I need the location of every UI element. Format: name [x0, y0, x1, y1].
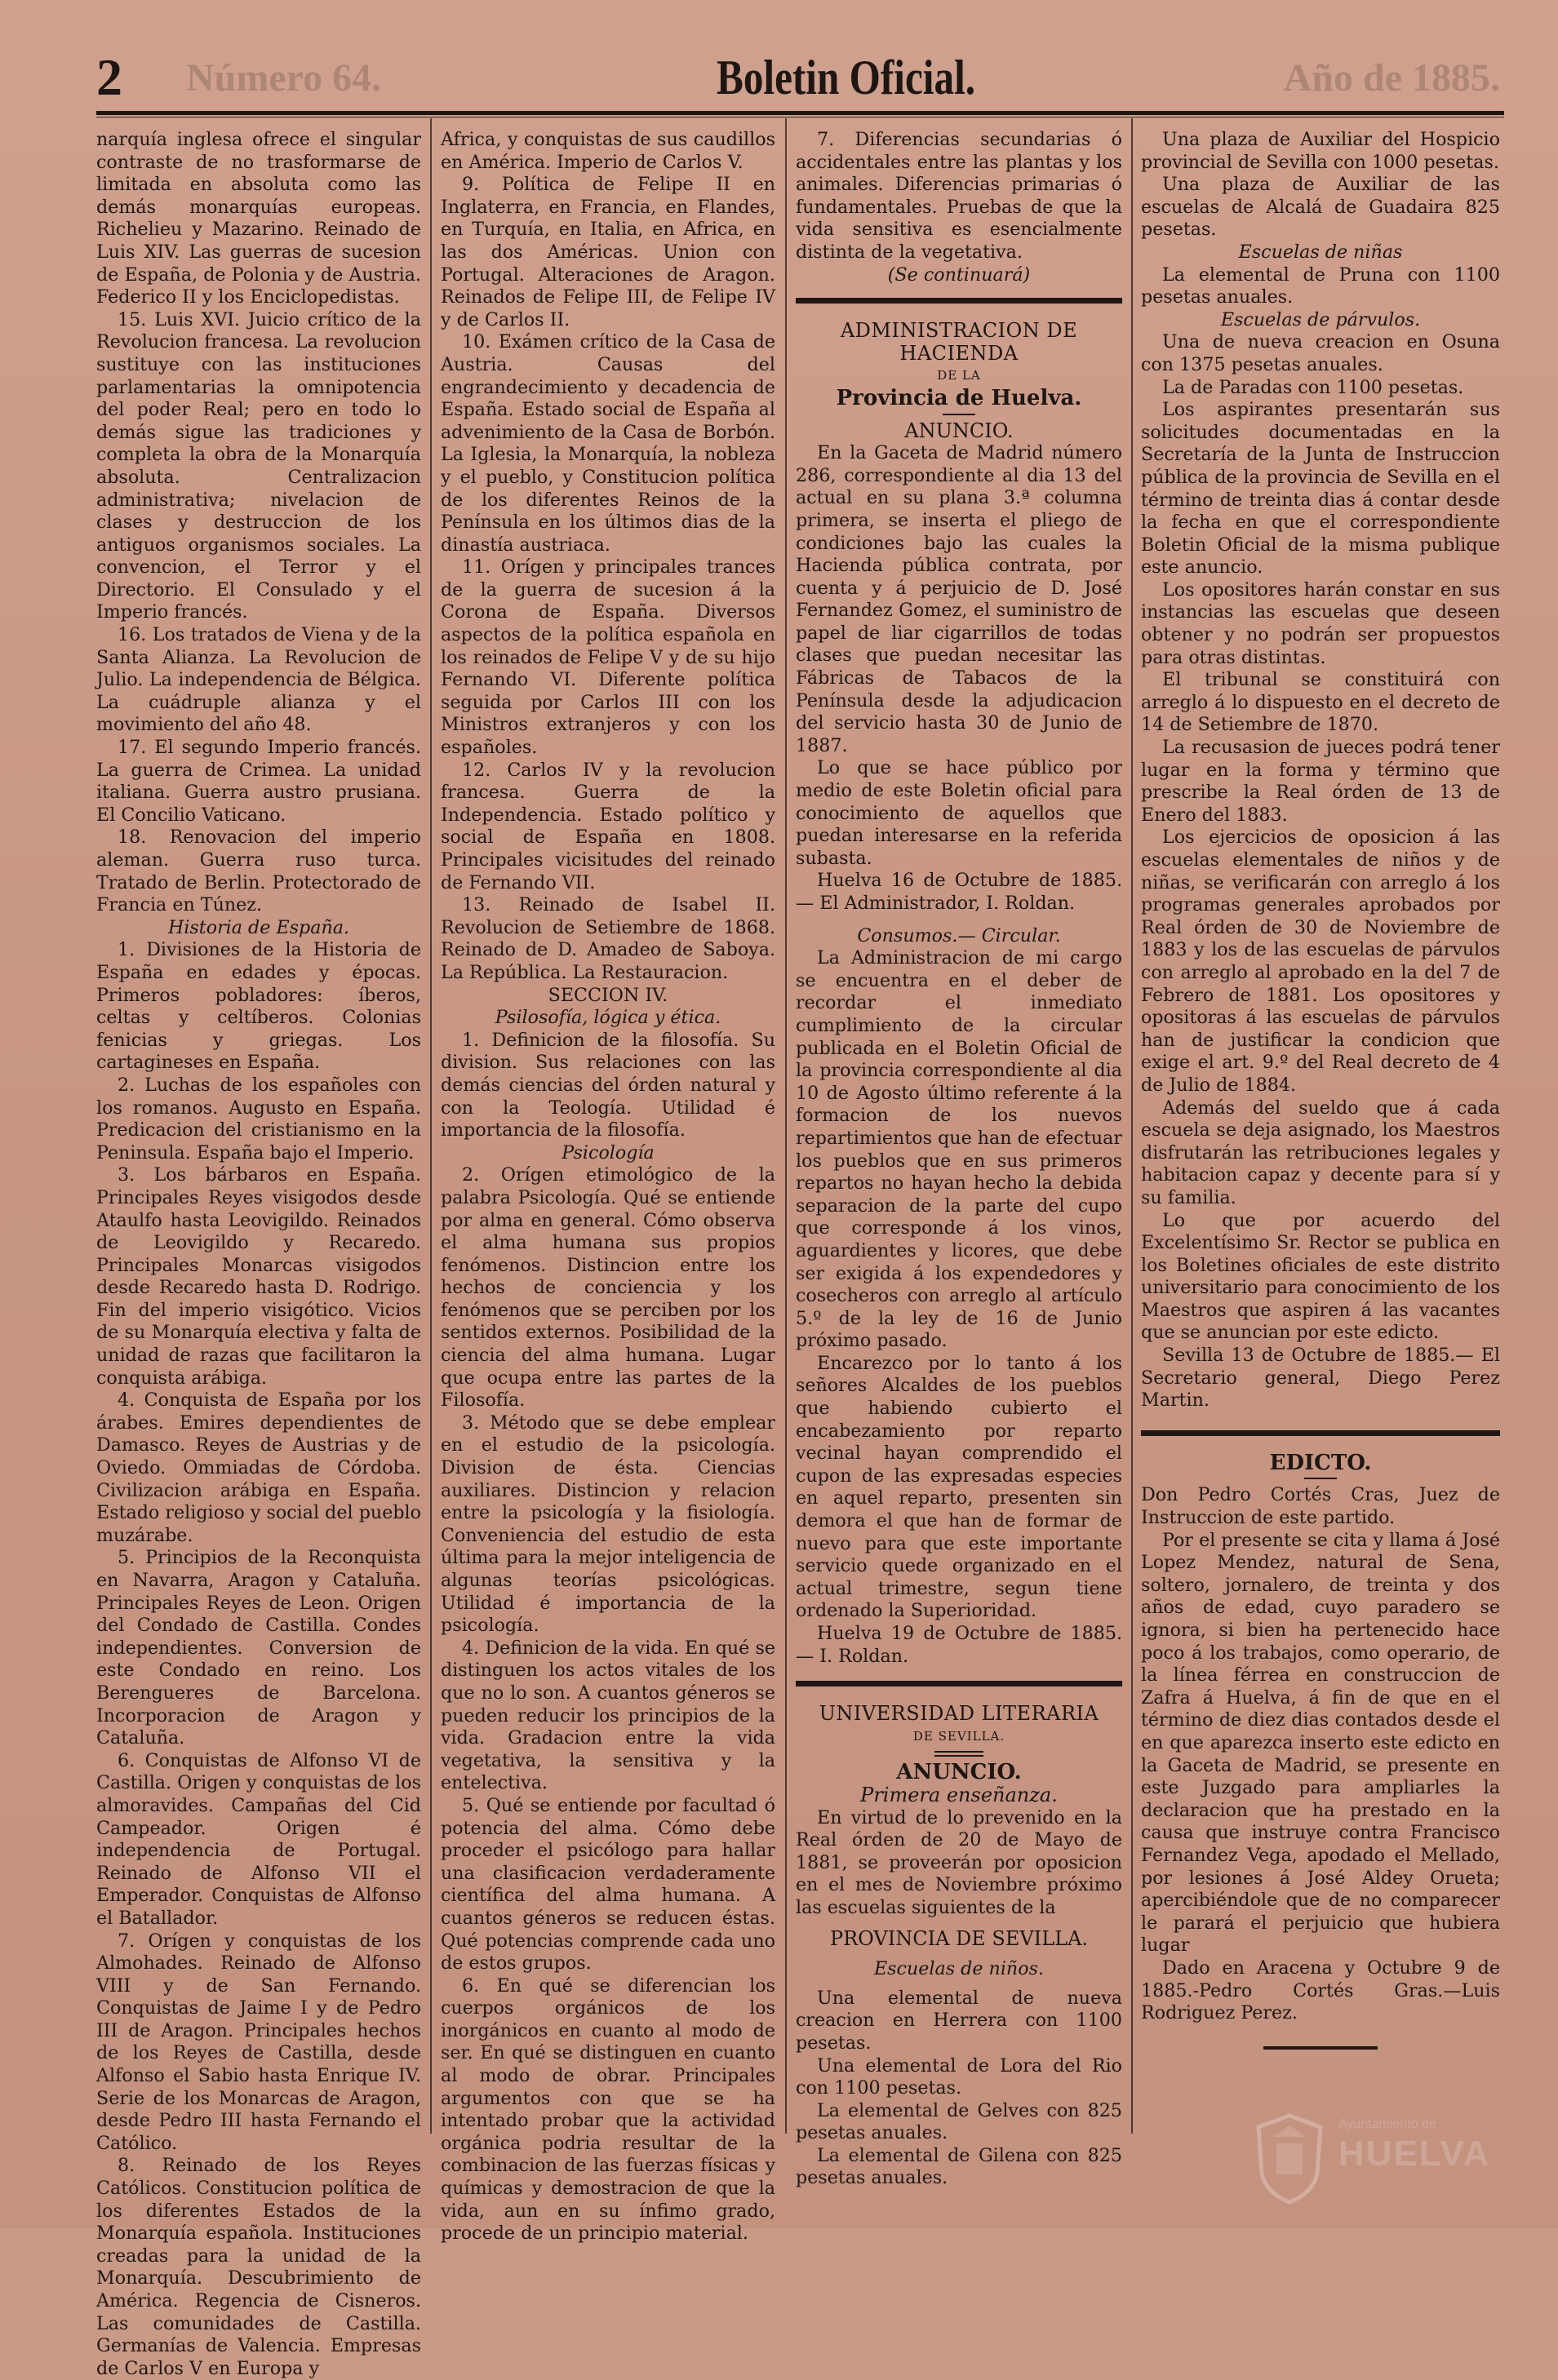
column-3	[796, 129, 1122, 2189]
paragraph: Los aspirantes presentarán sus solicitudes documentadas en la Secretaría de la Junta de Instruccion pública de la provincia de Sevilla en el término de treinta dias á contar desde la fecha en que el correspondiente Boletin Oficial de la misma publique este anuncio.	[1141, 399, 1500, 578]
paragraph: Dado en Aracena y Octubre 9 de 1885.-Pedro Cortés Gras.—Luis Rodriguez Perez.	[1141, 1957, 1500, 2024]
schools-heading: Escuelas de párvulos.	[1220, 308, 1421, 330]
paragraph: 3. Los bárbaros en España. Principales Reyes visigodos desde Ataulfo hasta Leovigildo. Reinados de Leovigildo y Recaredo. Principales Monarcas visigodos desde Recaredo hasta D. Rodrigo. Fin del imperio visigótico. Vicios de su Monarquía electiva y falta de unidad de razas que facilitaron la conquista arábiga.	[96, 1164, 421, 1389]
column-divider	[1131, 118, 1133, 2134]
paragraph: 6. Conquistas de Alfonso VI de Castilla. Origen y conquistas de los almoravides. Campañas del Cid Campeador. Origen é independencia de Portugal. Reinado de Alfonso VII el Emperador. Conquistas de Alfonso el Batallador.	[96, 1749, 421, 1929]
section-heading: Historia de España.	[167, 916, 350, 938]
paragraph: La elemental de Gilena con 825 pesetas anuales.	[796, 2144, 1122, 2189]
column-divider	[430, 118, 432, 2134]
watermark-name: HUELVA	[1338, 2134, 1491, 2174]
column-divider	[785, 118, 787, 2134]
column-1	[96, 129, 421, 2379]
paragraph: narquía inglesa ofrece el singular contraste de no trasformarse de limitada en absoluta como las demás monarquías europeas. Richelieu y Mazarino. Reinado de Luis XIV. Las guerras de sucesion de España, de Polonia y de Austria. Federico II y los Enciclopedistas.	[96, 129, 421, 308]
section-title: SECCION IV.	[548, 984, 668, 1006]
paragraph: La Administracion de mi cargo se encuentra en el deber de recordar el inmediato cumplimiento de la circular publicada en el Boletin Oficial de la provincia correspondiente al dia 10 de Agosto último referente á la formacion de los nuevos repartimientos que han de efectuar los pueblos que en sus primeros repartos no hayan hecho la debida separacion de la parte del cupo que corresponde á los vinos, aguardientes y licores, que debe ser exigida á los expendedores y cosecheros con arreglo al artículo 5.º de la ley de 16 de Junio próximo pasado.	[796, 947, 1122, 1352]
paragraph: La elemental de Pruna con 1100 pesetas anuales.	[1141, 264, 1500, 308]
notice-issuer-city: DE SEVILLA.	[912, 1728, 1005, 1744]
page-number: 2	[96, 48, 122, 106]
paragraph: 8. Reinado de los Reyes Católicos. Constitucion política de los diferentes Estados de la Monarquía española. Instituciones creadas para la unidad de la Monarquía. Descubrimiento de América. Regencia de Cisneros. Las comunidades de Castilla. Germanías de Valencia. Empresas de Carlos V en Europa y	[96, 2155, 421, 2379]
paragraph: 17. El segundo Imperio francés. La guerra de Crimea. La unidad italiana. Guerra austro prusiana. El Concilio Vaticano.	[96, 737, 421, 826]
bleed-through-year: Año de 1885.	[1283, 56, 1500, 100]
watermark-caption: Ayuntamiento de	[1338, 2117, 1436, 2131]
masthead	[96, 49, 1500, 106]
paragraph: 3. Método que se debe emplear en el estudio de la psicología. Division de ésta. Ciencias auxiliares. Distincion y relacion entre la psicología y la fisiología. Conveniencia del estudio de esta última para la mejor inteligencia de algunas teorías psicológicas. Utilidad é importancia de la psicología.	[441, 1412, 775, 1637]
paragraph: Una de nueva creacion en Osuna con 1375 pesetas anuales.	[1141, 331, 1500, 375]
paragraph: 7. Diferencias secundarias ó accidentales entre las plantas y los animales. Diferencias primarias ó fundamentales. Pruebas de que la vida sensitiva es esencialmente distinta de la vegetativa.	[796, 129, 1122, 263]
paragraph: Una elemental de nueva creacion en Herrera con 1100 pesetas.	[796, 1987, 1122, 2054]
paragraph: Africa, y conquistas de sus caudillos en América. Imperio de Carlos V.	[441, 129, 775, 173]
section-separator	[796, 1681, 1122, 1686]
notice-issuer: UNIVERSIDAD LITERARIA	[819, 1702, 1099, 1726]
paragraph: Los opositores harán constar en sus instancias las escuelas que deseen obtener y no podrán ser propuestos para otras distintas.	[1141, 578, 1500, 668]
double-rule	[934, 1751, 983, 1757]
short-rule	[1304, 1478, 1337, 1479]
paragraph: 2. Luchas de los españoles con los romanos. Augusto en España. Predicacion del cristianismo en la Peninsula. España bajo el Imperio.	[96, 1074, 421, 1163]
paragraph: En la Gaceta de Madrid número 286, correspondiente al dia 13 del actual en su plana 3.ª columna primera, se inserta el pliego de condiciones bajo las cuales la Hacienda pública contrata, por cuenta y á perjuicio de D. José Fernandez Gomez, el suministro de papel de liar cigarrillos de todas clases que puedan necesitar las Fábricas de Tabacos de la Península desde la adjudicacion del servicio hasta 30 de Junio de 1887.	[796, 442, 1122, 756]
section-separator	[1141, 1430, 1500, 1436]
column-2	[441, 129, 775, 2245]
paragraph: 2. Orígen etimológico de la palabra Psicología. Qué se entiende por alma en general. Cómo observa el alma humana sus propios fenómenos. Distincion entre los hechos de conciencia y los fenómenos que se perciben por los sentidos externos. Posibilidad de la ciencia del alma humana. Lugar que ocupa entre las partes de la Filosofía.	[441, 1164, 775, 1412]
paragraph: La de Paradas con 1100 pesetas.	[1162, 376, 1464, 398]
paragraph: 5. Qué se entiende por facultad ó potencia del alma. Cómo debe proceder el psicólogo para hallar una clasificacion verdaderamente científica del alma humana. A cuantos géneros se reducen éstas. Qué potencias comprende cada uno de estos grupos.	[441, 1794, 775, 1974]
paragraph: 16. Los tratados de Viena y de la Santa Alianza. La Revolucion de Julio. La independencia de Bélgica. La cuádruple alianza y el movimiento del año 48.	[96, 624, 421, 736]
notice-issuer-connector: DE LA	[937, 368, 981, 383]
edict-title: EDICTO.	[1269, 1450, 1372, 1475]
masthead-rule	[96, 111, 1504, 115]
paragraph: 1. Divisiones de la Historia de España en edades y épocas. Primeros pobladores: íberos, celtas y celtíberos. Colonias fenicias y griegas. Los cartagineses en España.	[96, 939, 421, 1074]
end-rule	[1263, 2046, 1378, 2050]
paragraph: La elemental de Gelves con 825 pesetas anuales.	[796, 2099, 1122, 2144]
paragraph: 9. Política de Felipe II en Inglaterra, en Francia, en Flandes, en Turquía, en Italia, en Africa, en las dos Américas. Union con Portugal. Alteraciones de Aragon. Reinados de Felipe III, de Felipe IV y de Carlos II.	[441, 174, 775, 330]
paragraph: Además del sueldo que á cada escuela se deja asignado, los Maestros disfrutarán las retribuciones legales y habitacion capaz y decente para sí y su familia.	[1141, 1097, 1500, 1208]
notice-subtitle: Primera enseñanza.	[860, 1783, 1058, 1806]
paragraph: Huelva 16 de Octubre de 1885.— El Administrador, I. Roldan.	[796, 870, 1122, 914]
city-seal-icon	[1249, 2109, 1330, 2207]
paragraph: 4. Conquista de España por los árabes. Emires dependientes de Damasco. Reyes de Austrias y de Oviedo. Ommiadas de Córdoba. Civilizacion arábiga en España. Estado religioso y social del pueblo muzárabe.	[96, 1389, 421, 1546]
paragraph: 13. Reinado de Isabel II. Revolucion de Setiembre de 1868. Reinado de D. Amadeo de Saboya. La República. La Restauracion.	[441, 894, 775, 983]
paragraph: 18. Renovacion del imperio aleman. Guerra ruso turca. Tratado de Berlin. Protectorado de Francia en Túnez.	[96, 827, 421, 916]
paragraph: 7. Orígen y conquistas de los Almohades. Reinado de Alfonso VIII y de San Fernando. Conquistas de Jaime I y de Pedro III de Aragon. Principales hechos de los Reyes de Castilla, desde Alfonso el Sabio hasta Enrique IV. Serie de los Monarcas de Aragon, desde Pedro III hasta Fernando el Católico.	[96, 1930, 421, 2154]
notice-title: ANUNCIO.	[904, 419, 1014, 442]
paragraph: El tribunal se constituirá con arreglo á lo dispuesto en el decreto de 14 de Setiembre de 1870.	[1141, 669, 1500, 736]
paragraph: Lo que por acuerdo del Excelentísimo Sr. Rector se publica en los Boletines oficiales de este distrito universitario para conocimiento de los Maestros que aspiren á las vacantes que se anuncian por este edicto.	[1141, 1209, 1500, 1344]
paragraph: Una elemental de Lora del Rio con 1100 pesetas.	[796, 2054, 1122, 2099]
paragraph: Una plaza de Auxiliar del Hospicio provincial de Sevilla con 1000 pesetas.	[1141, 129, 1500, 173]
paragraph: Don Pedro Cortés Cras, Juez de Instruccion de este partido.	[1141, 1484, 1500, 1529]
paragraph: Lo que se hace público por medio de este Boletin oficial para conocimiento de aquellos que puedan interesarse en la referida subasta.	[796, 757, 1122, 869]
paragraph: 1. Definicion de la filosofía. Su division. Sus relaciones con las demás ciencias del órden natural y con la Teología. Utilidad é importancia de la filosofía.	[441, 1029, 775, 1141]
paragraph: La recusasion de jueces podrá tener lugar en la forma y término que prescribe la Real órden de 13 de Enero del 1883.	[1141, 737, 1500, 826]
notice-issuer: ADMINISTRACION DE HACIENDA	[840, 319, 1078, 365]
archive-watermark	[1249, 2109, 1494, 2207]
province-heading: PROVINCIA DE SEVILLA.	[829, 1926, 1089, 1950]
continuation-note: (Se continuará)	[887, 264, 1031, 286]
notice-province: Provincia de Huelva.	[836, 385, 1082, 410]
paragraph: Encarezco por lo tanto á los señores Alcaldes de los pueblos que habiendo cubierto el encabezamiento por reparto vecinal hayan comprendido el cupon de las expresadas especies en aquel reparto, presenten sin demora el que han de formar de nuevo para que este importante servicio quede organizado en el actual trimestre, segun tiene ordenado la Superioridad.	[796, 1352, 1122, 1622]
subsection-title: Psilosofía, lógica y ética.	[495, 1007, 721, 1029]
paragraph: 10. Exámen crítico de la Casa de Austria. Causas del engrandecimiento y decadencia de España. Estado social de España al advenimiento de la Casa de Borbón. La Iglesia, la Monarquía, la nobleza y el pueblo, y Constitucion política de los diferentes Reinos de la Península en los últimos dias de la dinastía austriaca.	[441, 331, 775, 556]
paragraph: Por el presente se cita y llama á José Lopez Mendez, natural de Sena, soltero, jornalero, de treinta y dos años de edad, cuyo paradero se ignora, si bien ha pertenecido hace poco á los trabajos, como operario, de la línea férrea en construccion de Zafra á Huelva, á fin de que en el término de diez dias contados desde el en que aparezca inserto este edicto en la Gaceta de Madrid, se presente en este Juzgado para ampliarles la declaracion que ha prestado en la causa que instruye contra Francisco Fernandez Vega, apodado el Mellado, por lesiones á José Aldey Orueta; apercibiéndole que de no comparecer le parará el perjuicio que hubiera lugar	[1141, 1529, 1500, 1957]
paragraph: 4. Definicion de la vida. En qué se distinguen los actos vitales de los que no lo son. A cuantos géneros se pueden reducir los principios de la vida. Gradacion entre la vida vegetativa, la sensitiva y la entelectiva.	[441, 1637, 775, 1794]
paragraph: 5. Principios de la Reconquista en Navarra, Aragon y Cataluña. Principales Reyes de Leon. Origen del Condado de Castilla. Condes independientes. Conversion de este Condado en reino. Los Berengueres de Barcelona. Incorporacion de Aragon y Cataluña.	[96, 1547, 421, 1749]
paragraph: Sevilla 13 de Octubre de 1885.— El Secretario general, Diego Perez Martin.	[1141, 1345, 1500, 1412]
paragraph: 11. Orígen y principales trances de la guerra de sucesion á la Corona de España. Diversos aspectos de la política española en los reinados de Felipe V y de su hijo Fernando VI. Diferente política seguida por Carlos III con los Ministros extranjeros y con los españoles.	[441, 556, 775, 759]
short-rule	[943, 414, 975, 415]
paragraph: Una plaza de Auxiliar de las escuelas de Alcalá de Guadaira 825 pesetas.	[1141, 174, 1500, 241]
paragraph: 15. Luis XVI. Juicio crítico de la Revolucion francesa. La revolucion sustituye con las instituciones parlamentarias la omnipotencia del poder Real; pero en todo lo demás sigue las tradiciones y completa la obra de la Monarquía absoluta. Centralizacion administrativa; nivelacion de clases y destruccion de los antiguos organismos sociales. La convencion, el Terror y el Directorio. El Consulado y el Imperio francés.	[96, 308, 421, 623]
paragraph: 6. En qué se diferencian los cuerpos orgánicos de los inorgánicos en cuanto al modo de ser. En qué se distinguen en cuanto al modo de obrar. Principales argumentos con que se ha intentado probar que la actividad orgánica podria resultar de la combinacion de las fuerzas físicas y químicas y demostracion de que la vida, aun en su ínfimo grado, procede de un principio material.	[441, 1974, 775, 2245]
paragraph: En virtud de lo prevenido en la Real órden de 20 de Mayo de 1881, se proveerán por oposicion en el mes de Noviembre próximo las escuelas siguientes de la	[796, 1806, 1122, 1918]
subsection-title: Psicología	[562, 1141, 655, 1163]
paragraph: Huelva 19 de Octubre de 1885.— I. Roldan.	[796, 1623, 1122, 1667]
paragraph: 12. Carlos IV y la revolucion francesa. Guerra de la Independencia. Estado político y social de España en 1808. Principales vicisitudes del reinado de Fernando VII.	[441, 759, 775, 893]
schools-heading: Escuelas de niñas	[1238, 241, 1403, 263]
paragraph: Los ejercicios de oposicion á las escuelas elementales de niños y de niñas, se verificarán con arreglo á los programas generales aprobados por Real órden de 30 de Noviembre de 1883 y los de las escuelas de párvulos con arreglo al aprobado en la del 7 de Febrero de 1881. Los opositores y opositoras á las escuelas de párvulos han de justificar la condicion que exige el art. 9.º del Real decreto de 4 de Julio de 1884.	[1141, 827, 1500, 1096]
newspaper-title: Boletin Oficial.	[717, 51, 976, 104]
schools-heading: Escuelas de niños.	[873, 1958, 1045, 1980]
notice-heading: Consumos.— Circular.	[857, 924, 1061, 946]
notice-title: ANUNCIO.	[896, 1760, 1022, 1785]
section-separator	[796, 298, 1122, 304]
bleed-through-issue-number: Número 64.	[186, 56, 382, 100]
column-4	[1141, 129, 1500, 2112]
